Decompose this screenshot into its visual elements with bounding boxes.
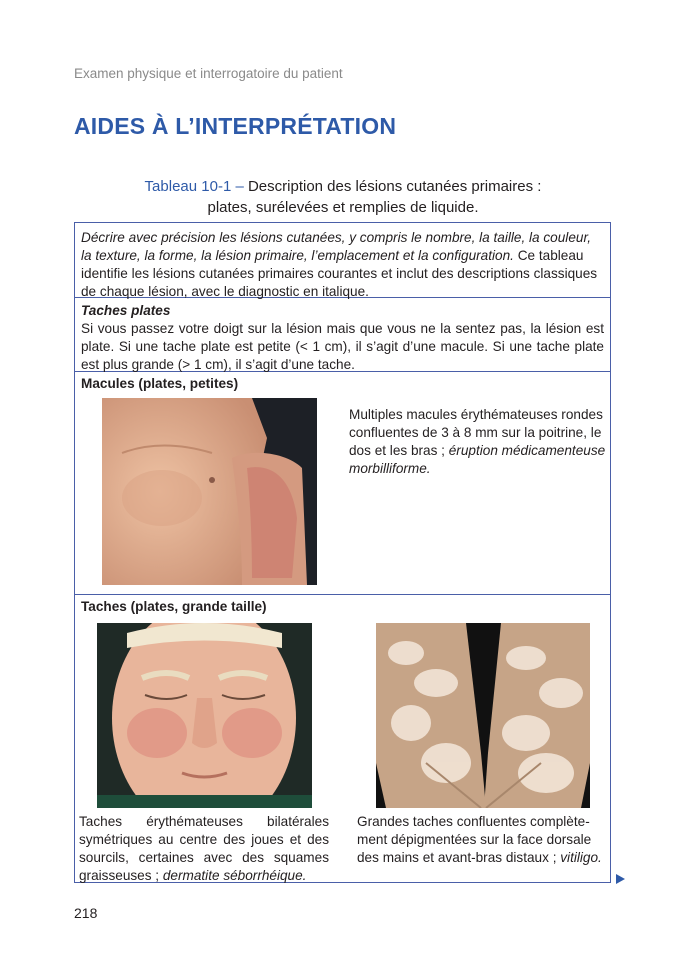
seborrheic-description: Taches érythémateuses bilatérales symétriques au centre des joues et des sourcils, certaines avec des squames graisseuses ; dermatite séborrhéique. [79,814,329,883]
macules-description: Multiples macules érythémateuses rondes confluentes de 3 à 8 mm sur la poitrine, le dos et les bras ; éruption médicamenteuse morbilliforme. [349,407,606,476]
caption-line-1: Description des lésions cutanées primaires : [247,178,542,195]
table-caption [74,176,612,218]
vitiligo-description: Grandes taches confluentes complètement dépigmentées sur la face dorsale des mains et avant-bras distaux ; vitiligo. [357,814,602,865]
intro-text: Ce tableau identifie les lésions cutanées primaires courantes et inclut des descriptions classiques de chaque lésion, avec le diagnostic en italique. [81,248,598,299]
section-title: AIDES À L’INTERPRÉTATION [74,113,397,139]
patches-row [75,595,610,884]
intro-italic: Décrire avec précision les lésions cutanées, y compris le nombre, la taille, la couleur, la texture, la forme, la lésion primaire, l’emplacement et la configuration. [81,230,591,263]
flat-lesions-text: Si vous passez votre doigt sur la lésion mais que vous ne la sentez pas, la lésion est plate. Si une tache plate est petite (< 1 cm), il s’agit d’une macule. Si une tache plate est plus grande (> 1 cm), il s’agit d’une tache. [81,321,604,372]
seborrheic-dermatitis-photo [97,623,312,808]
macules-photo [102,398,317,585]
intro-row [75,223,610,298]
vitiligo-photo [376,623,590,808]
flat-lesions-row [75,298,610,372]
continue-arrow-icon [616,874,625,884]
vitiligo-diagnosis: vitiligo. [560,850,602,865]
macules-diagnosis: éruption médicamenteuse morbilliforme. [349,443,606,476]
running-head: Examen physique et interrogatoire du patient [74,66,343,81]
lesion-table [74,222,611,883]
intro-paragraph [75,223,610,301]
page-number: 218 [74,905,98,921]
seborrheic-diagnosis: dermatite séborrhéique. [162,868,307,883]
macules-heading: Macules (plates, petites) [81,376,239,391]
flat-lesions-title: Taches plates [81,303,171,318]
table-number: Tableau 10-1 – [144,178,244,195]
macules-row [75,372,610,595]
caption-line-2: plates, surélevées et remplies de liquide. [207,199,479,216]
patches-heading: Taches (plates, grande taille) [81,599,267,614]
